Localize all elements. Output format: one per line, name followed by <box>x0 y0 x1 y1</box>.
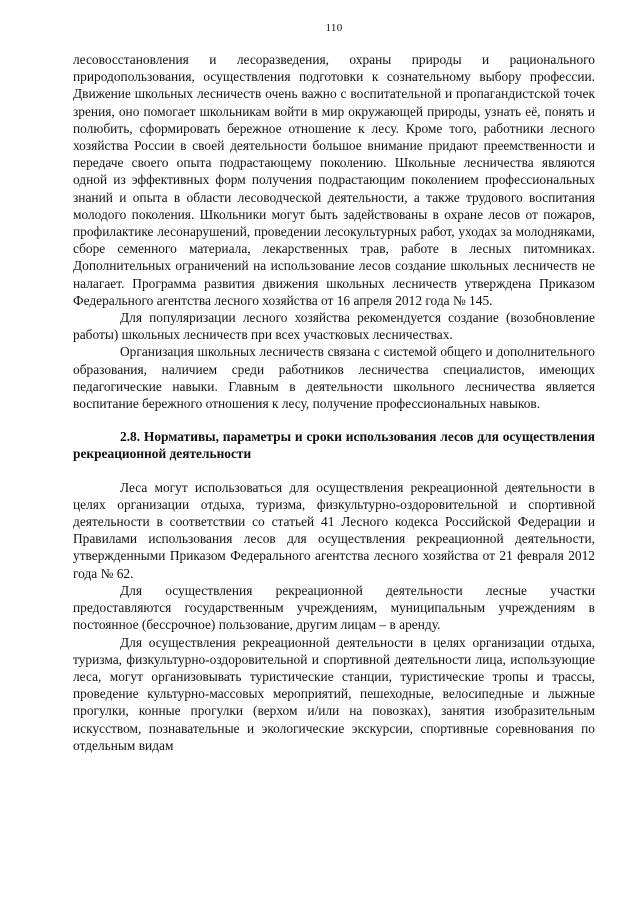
paragraph: Для осуществления рекреационной деятельности в целях организации отдыха, туризма, физкультурно-оздоровительной и спортивной деятельности лица, использующие леса, могут организовывать туристические станции, туристические тропы и трассы, проведение культурно-массовых мероприятий, пешеходные, велосипедные и лыжные прогулки, конные прогулки (верхом и/или на повозках), занятия изобразительным искусством, познавательные и экологические экскурсии, спортивные соревнования по отдельным видам <box>73 634 595 753</box>
section-heading-wrap <box>73 428 595 462</box>
paragraph: Леса могут использоваться для осуществления рекреационной деятельности в целях организации отдыха, туризма, физкультурно-оздоровительной и спортивной деятельности в соответствии со статьей 41 Лесного кодекса Российской Федерации и Правилами использования лесов для осуществления рекреационной деятельности, утвержденными Приказом Федерального агентства лесного хозяйства от 21 февраля 2012 года № 62. <box>73 479 595 581</box>
paragraph: Для осуществления рекреационной деятельности лесные участки предоставляются государственным учреждениям, муниципальным учреждениям в постоянное (бессрочное) пользование, другим лицам – в аренду. <box>73 582 595 633</box>
paragraph: Организация школьных лесничеств связана с системой общего и дополнительного образования, наличием среди работников лесничества специалистов, имеющих педагогические навыки. Главным в деятельности школьного лесничества является воспитание бережного отношения к лесу, получение профессиональных навыков. <box>73 344 595 412</box>
section-heading: 2.8. Нормативы, параметры и сроки использования лесов для осуществления рекреационной деятельности <box>73 429 595 462</box>
paragraph: лесовосстановления и лесоразведения, охраны природы и рационального природопользования, осуществления подготовки к сознательному выбору профессии. Движение школьных лесничеств очень важно с воспитательной и пропагандистской точек зрения, оно помогает школьникам войти в мир окружающей природы, узнать её, понять и полюбить, сформировать бережное отношение к лесу. Кроме того, работники лесного хозяйства России в своей деятельности большое внимание придают преемственности и передаче своего опыта подрастающему поколению. Школьные лесничества являются одной из эффективных форм получения подрастающим поколением профессиональных знаний и опыта в области лесоводческой деятельности, а также трудового воспитания молодого поколения. Школьники могут быть задействованы в охране лесов от пожаров, профилактике лесонарушений, проведении лесокультурных работ, уходах за молодняками, сборе семенного материала, лекарственных трав, работе в лесных питомниках. Дополнительных ограничений на использование лесов создание школьных лесничеств не налагает. Программа развития движения школьных лесничеств утверждена Приказом Федерального агентства лесного хозяйства от 16 апреля 2012 года № 145. <box>73 52 595 308</box>
text-block-school-forestry <box>73 51 595 412</box>
text-block-recreation <box>73 479 595 754</box>
document-page <box>73 22 595 754</box>
page-number: 110 <box>325 22 343 34</box>
paragraph: Для популяризации лесного хозяйства рекомендуется создание (возобновление работы) школьных лесничеств при всех участковых лесничествах. <box>73 310 595 343</box>
